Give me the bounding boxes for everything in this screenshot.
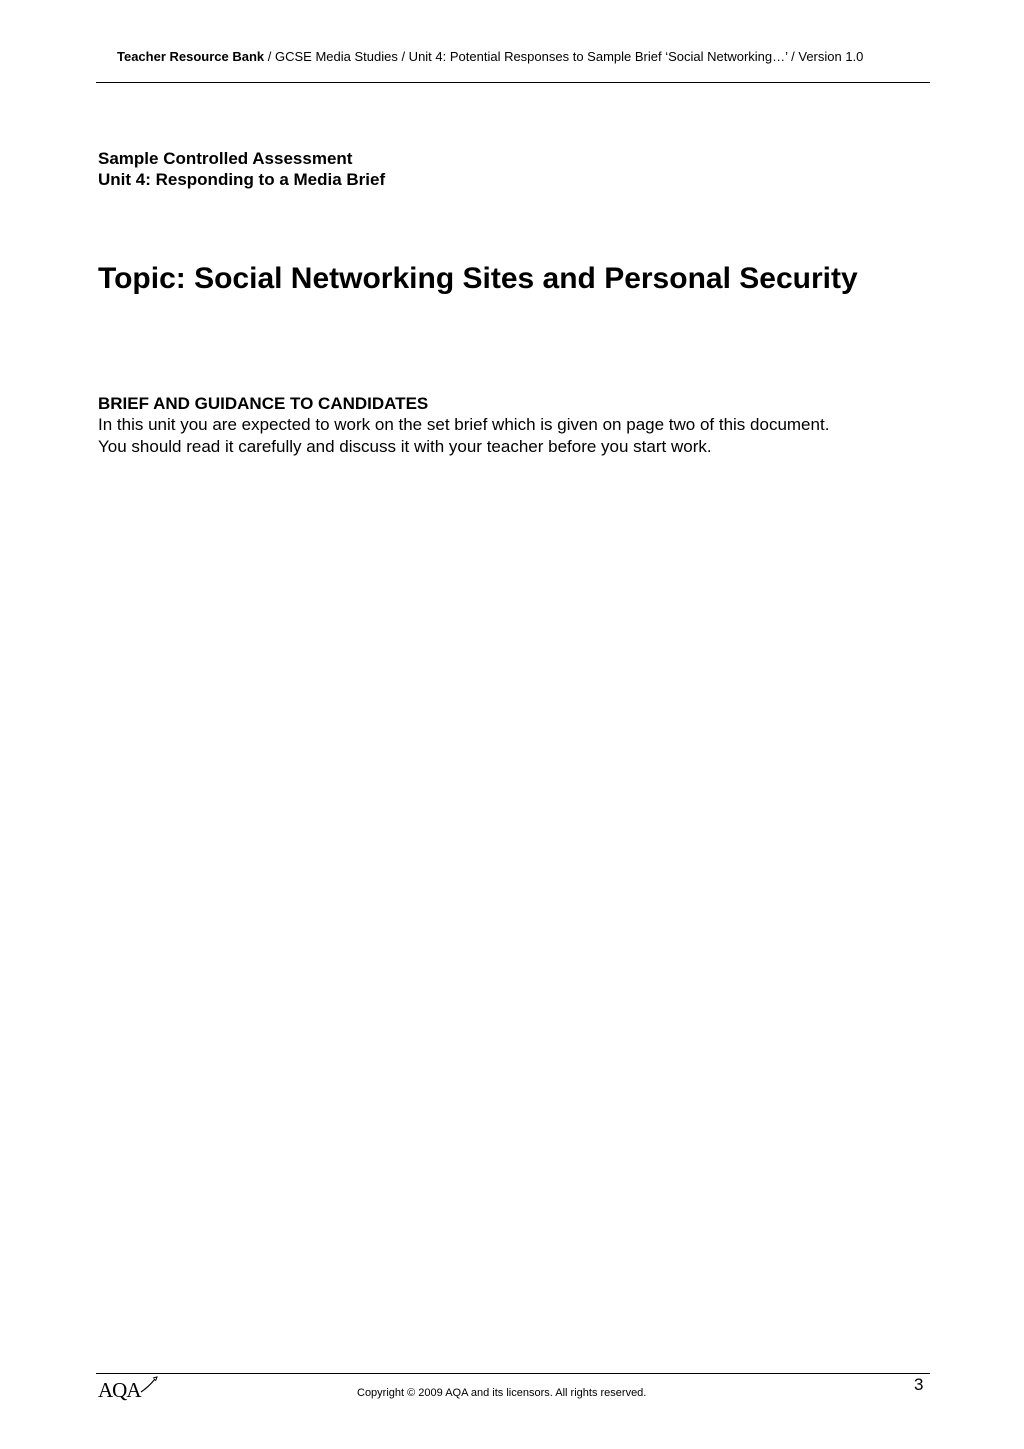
copyright-notice: Copyright © 2009 AQA and its licensors. All rights reserved. [357,1387,647,1399]
header-document-path: / GCSE Media Studies / Unit 4: Potential Responses to Sample Brief ‘Social Networking…’ / Version 1.0 [264,49,864,64]
assessment-title: Sample Controlled Assessment [98,149,353,168]
running-header [117,48,863,66]
header-series-title: Teacher Resource Bank [117,49,265,64]
topic-heading: Topic: Social Networking Sites and Personal Security [98,262,858,295]
brief-paragraph-line-2: You should read it carefully and discuss it with your teacher before you start work. [98,437,712,456]
header-divider [96,82,930,83]
aqa-logo [97,1375,167,1401]
page-number: 3 [914,1375,924,1394]
footer-divider [96,1373,930,1374]
brief-heading: BRIEF AND GUIDANCE TO CANDIDATES [98,394,429,413]
aqa-logo-text: AQA [98,1378,141,1401]
brief-paragraph-line-1: In this unit you are expected to work on the set brief which is given on page two of this document. [98,415,830,434]
aqa-logo-icon [97,1375,167,1401]
unit-title: Unit 4: Responding to a Media Brief [98,170,386,189]
